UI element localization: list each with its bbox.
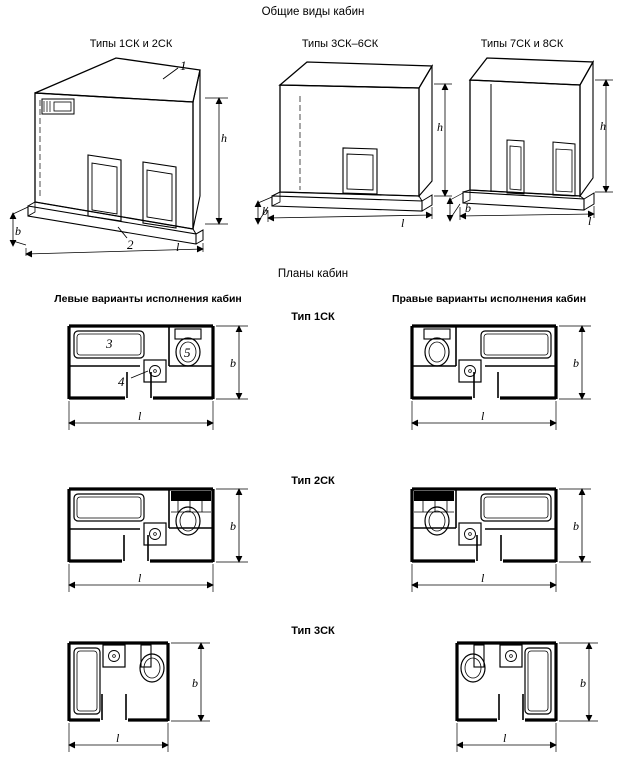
callout-1: 1 <box>180 58 187 73</box>
dim-b-plan1-left: b <box>230 356 236 370</box>
plans-title: Планы кабин <box>277 268 349 280</box>
iso-cabin-3 <box>447 58 613 221</box>
dim-l-iso1: l <box>176 240 180 254</box>
plan-column-right-header: Правые варианты исполнения кабин <box>391 293 587 305</box>
dim-b-plan2-right: b <box>573 519 579 533</box>
plan-1sk-right <box>412 326 591 430</box>
iso-label-1: Типы 1СК и 2СК <box>89 38 173 50</box>
plan-column-left-header: Левые варианты исполнения кабин <box>54 293 242 305</box>
dim-b-plan2-left: b <box>230 519 236 533</box>
plan-row-label-1: Тип 1СК <box>291 311 335 323</box>
dim-b-iso1: b <box>15 224 21 238</box>
dim-l-iso3: l <box>588 214 592 228</box>
dim-l-plan1-right: l <box>481 409 485 423</box>
plan-1sk-left <box>69 326 248 430</box>
iso-label-3: Типы 7СК и 8СК <box>480 38 564 50</box>
plan-2sk-left <box>69 489 248 592</box>
dim-b-iso3: b <box>465 201 471 215</box>
dim-b-plan1-right: b <box>573 356 579 370</box>
plan-2sk-right <box>412 489 591 592</box>
callout-2: 2 <box>127 237 134 252</box>
dim-l-plan1-left: l <box>138 409 142 423</box>
plan-3sk-right <box>457 643 598 752</box>
dim-b-plan3-right: b <box>580 676 586 690</box>
plan-3sk-left <box>69 643 210 752</box>
dim-b-plan3-left: b <box>192 676 198 690</box>
callout-3: 3 <box>106 336 113 351</box>
iso-cabin-2 <box>255 62 452 224</box>
dim-h-iso3: h <box>600 119 606 133</box>
iso-cabin-1 <box>10 58 228 257</box>
callout-5: 5 <box>184 345 191 360</box>
dim-b-iso2: b <box>262 204 268 218</box>
callout-4: 4 <box>118 374 125 389</box>
main-title: Общие виды кабин <box>261 6 365 18</box>
plan-row-label-2: Тип 2СК <box>291 475 335 487</box>
dim-l-plan2-right: l <box>481 571 485 585</box>
dim-l-iso2: l <box>401 216 405 230</box>
dim-l-plan2-left: l <box>138 571 142 585</box>
dim-l-plan3-right: l <box>503 731 507 745</box>
dim-l-plan3-left: l <box>116 731 120 745</box>
dim-h-iso1: h <box>221 131 227 145</box>
iso-label-2: Типы 3СК–6СК <box>301 38 379 50</box>
plan-row-label-3: Тип 3СК <box>291 625 335 637</box>
dim-h-iso2: h <box>437 120 443 134</box>
